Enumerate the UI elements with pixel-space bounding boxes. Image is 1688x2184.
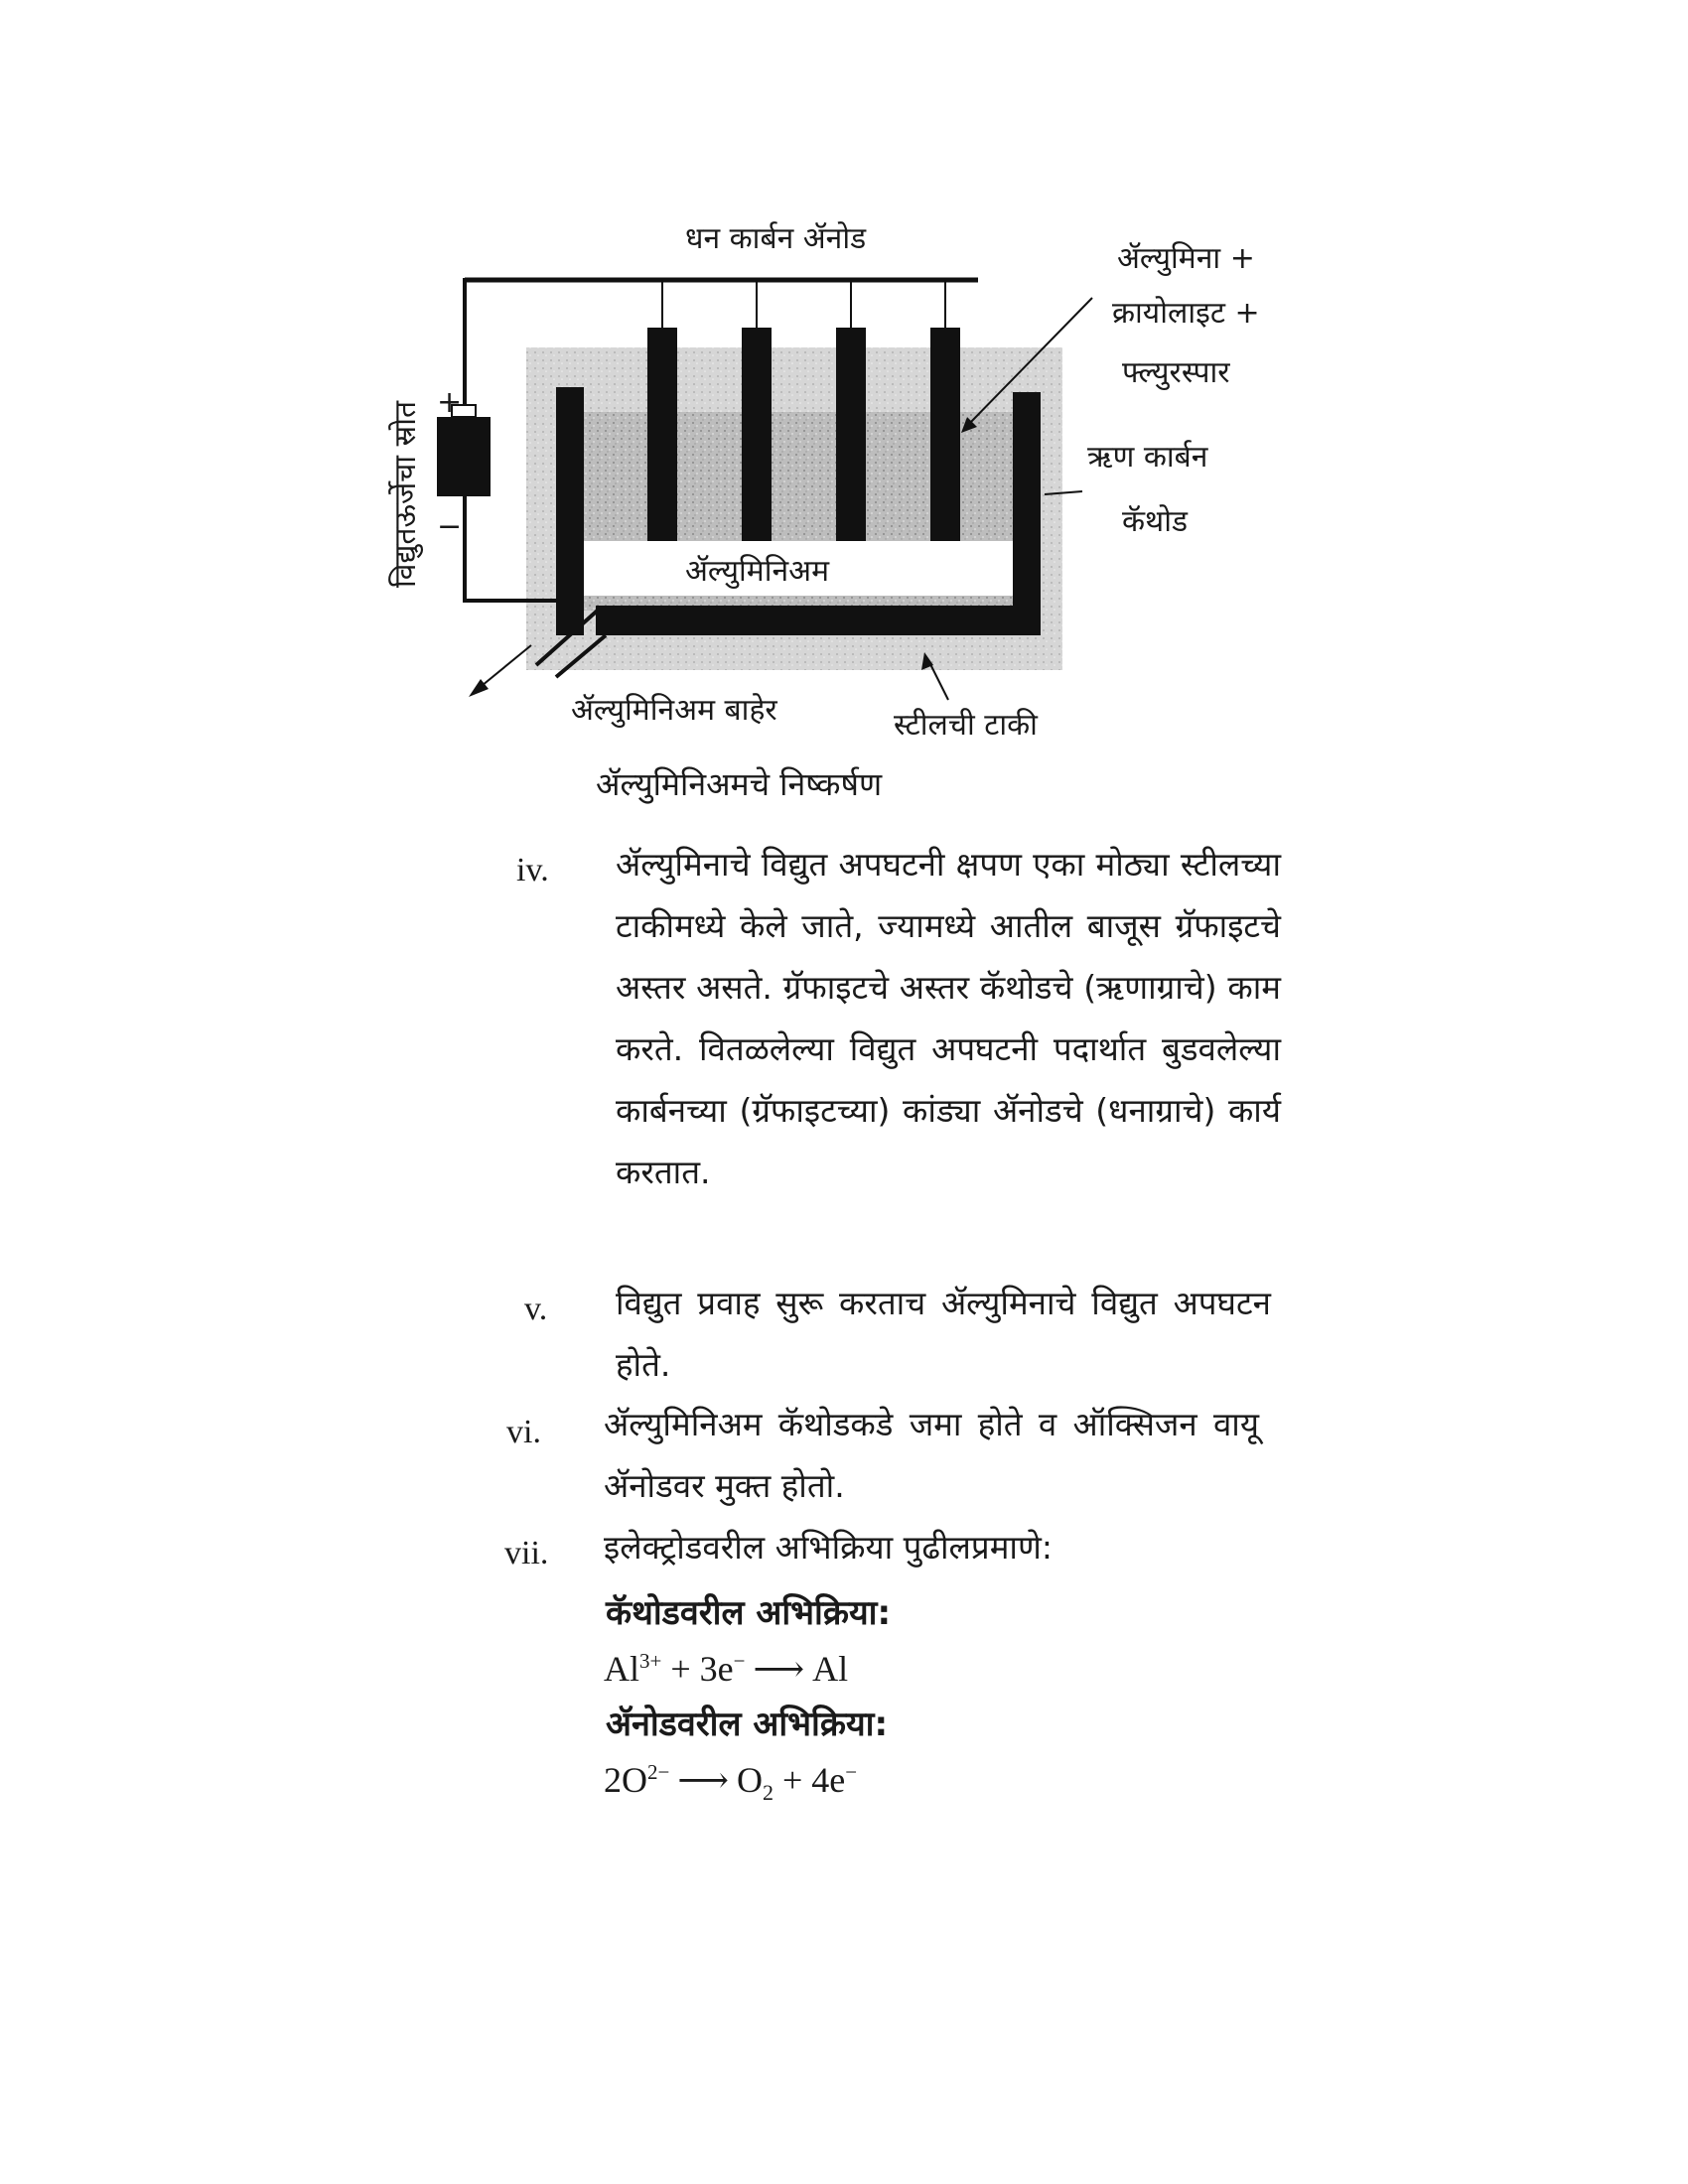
- anode-eq-electrons: + 4e: [773, 1760, 846, 1800]
- point-text: ॲल्युमिनिअम कॅथोडकडे जमा होते व ऑक्सिजन वायू ॲनोडवर मुक्त होतो.: [604, 1405, 1259, 1505]
- minus-sign: −: [437, 509, 463, 544]
- mixture-label-1: ॲल्युमिना +: [1117, 241, 1255, 276]
- cathode-reaction-heading: कॅथोडवरील अभिक्रिया:: [606, 1593, 892, 1633]
- mixture-label-2: क्रायोलाइट +: [1112, 296, 1260, 331]
- anode-eq-ion-charge: 2−: [647, 1760, 670, 1784]
- aluminium-label: ॲल्युमिनिअम: [685, 554, 830, 589]
- anode-eq-electron-charge: −: [845, 1760, 858, 1784]
- anode-eq-ion: 2O: [604, 1760, 647, 1800]
- point-number: iv.: [516, 852, 549, 888]
- anode-eq-arrow: ⟶: [677, 1760, 729, 1800]
- cathode-eq-ion: Al: [604, 1649, 639, 1689]
- anode-equation: [604, 1759, 857, 1806]
- mixture-label-3: फ्ल्युरस्पार: [1122, 355, 1230, 390]
- figure-caption: ॲल्युमिनिअमचे निष्कर्षण: [596, 765, 883, 803]
- cathode-eq-ion-charge: 3+: [639, 1649, 662, 1673]
- cathode-right-wall: [1013, 392, 1041, 635]
- point-text: विद्युत प्रवाह सुरू करताच ॲल्युमिनाचे विद्युत अपघटन होते.: [616, 1284, 1271, 1384]
- anode-eq-product-sub: 2: [762, 1780, 774, 1806]
- outlet-arrow: [477, 645, 531, 690]
- point-number: vii.: [504, 1535, 549, 1571]
- aluminium-out-label: ॲल्युमिनिअम बाहेर: [571, 693, 777, 728]
- cathode-eq-product: Al: [812, 1649, 849, 1689]
- cathode-eq-electron-charge: −: [733, 1649, 746, 1673]
- steel-tank-label: स्टीलची टाकी: [894, 708, 1038, 743]
- anode-rod: [930, 328, 960, 541]
- point-text: इलेक्ट्रोडवरील अभिक्रिया पुढीलप्रमाणे:: [604, 1528, 1053, 1567]
- anode-rod: [836, 328, 866, 541]
- anode-reaction-heading: ॲनोडवरील अभिक्रिया:: [606, 1705, 889, 1744]
- anode-label: धन कार्बन ॲनोड: [685, 221, 867, 256]
- power-source-label: विद्युतऊर्जेचा स्रोत: [388, 400, 423, 588]
- point-text: ॲल्युमिनाचे विद्युत अपघटनी क्षपण एका मोठ्या स्टीलच्या टाकीमध्ये केले जाते, ज्यामध्ये आतील बाजूस ग्रॅफाइटचे अस्तर असते. ग्रॅफाइटचे अस्तर कॅथोडचे (ऋणाग्राचे) काम करते. वितळलेल्या विद्युत अपघटनी पदार्थात बुडवलेल्या कार्बनच्या (ग्रॅफाइटच्या) कांड्या ॲनोडचे (धनाग्राचे) कार्य करतात.: [616, 845, 1281, 1191]
- point-number: v.: [524, 1291, 548, 1327]
- cathode-label-2: कॅथोड: [1122, 504, 1189, 539]
- point-number: vi.: [506, 1414, 541, 1450]
- plus-sign: +: [437, 385, 463, 420]
- cathode-label-1: ऋण कार्बन: [1087, 440, 1208, 475]
- anode-rod: [647, 328, 677, 541]
- electrolysis-cell-diagram: [357, 199, 1311, 814]
- cathode-bottom: [596, 606, 1041, 635]
- anode-rod: [742, 328, 772, 541]
- anode-eq-product: O: [736, 1760, 763, 1800]
- battery: [437, 417, 491, 496]
- cathode-equation: [604, 1648, 848, 1690]
- cathode-eq-electrons: + 3e: [661, 1649, 734, 1689]
- cathode-eq-arrow: ⟶: [753, 1649, 805, 1689]
- cathode-left-wall: [556, 387, 584, 635]
